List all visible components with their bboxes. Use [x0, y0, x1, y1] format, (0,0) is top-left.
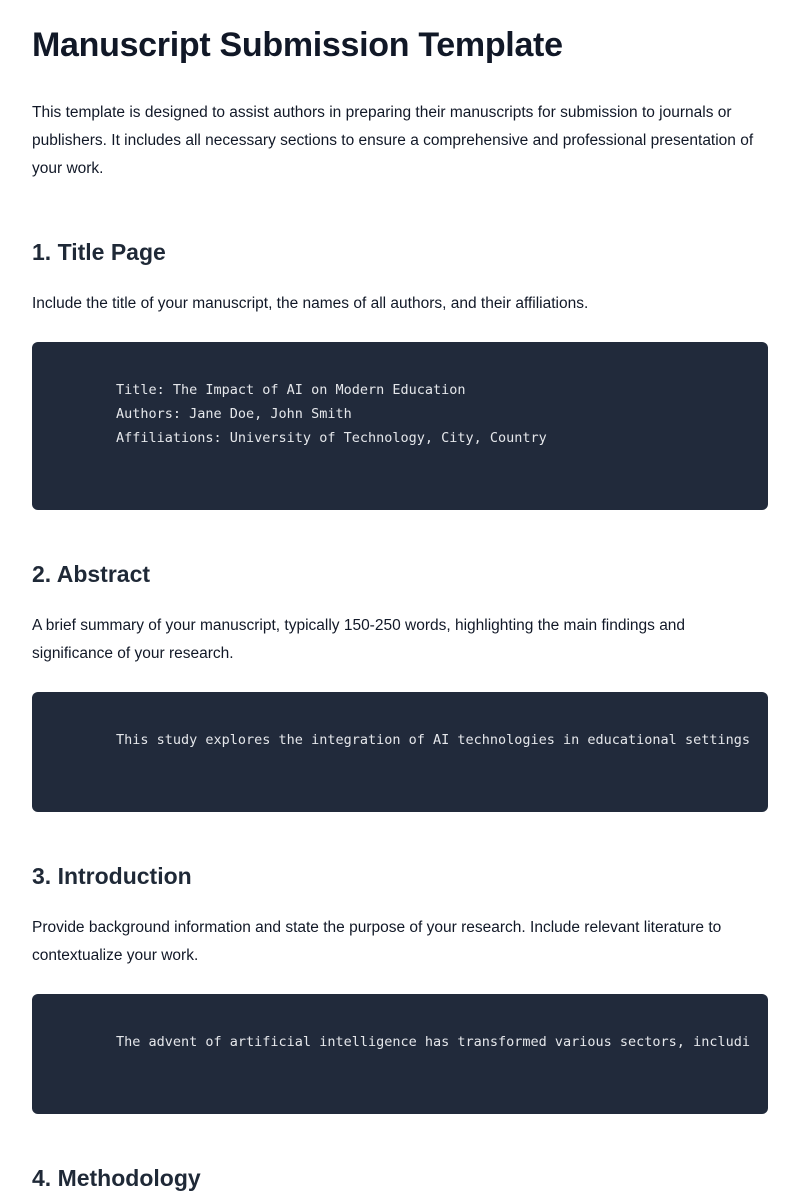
code-line: Title: The Impact of AI on Modern Education	[116, 382, 466, 398]
section-description: Include the title of your manuscript, the names of all authors, and their affiliations.	[32, 295, 589, 312]
section-methodology	[32, 1162, 768, 1194]
page-title: Manuscript Submission Template	[32, 26, 563, 64]
section-title-page	[32, 236, 768, 510]
code-line: This study explores the integration of AI technologies in educational settings	[116, 732, 750, 748]
code-line: Authors: Jane Doe, John Smith	[116, 406, 352, 422]
section-heading: 1. Title Page	[32, 239, 166, 265]
section-heading: 3. Introduction	[32, 863, 192, 889]
code-block-title-page[interactable]	[32, 342, 768, 510]
code-block-abstract[interactable]	[32, 692, 768, 812]
section-abstract	[32, 558, 768, 812]
intro-paragraph: This template is designed to assist authors in preparing their manuscripts for submission to journals or publishers. It includes all necessary sections to ensure a comprehensive and professional presentation of your work.	[32, 104, 754, 177]
code-block-introduction[interactable]	[32, 994, 768, 1114]
section-heading: 4. Methodology	[32, 1165, 201, 1191]
section-heading: 2. Abstract	[32, 561, 151, 587]
section-introduction	[32, 860, 768, 1114]
code-line: The advent of artificial intelligence has transformed various sectors, includi	[116, 1034, 750, 1050]
section-description: Provide background information and state the purpose of your research. Include relevant literature to contextualize your work.	[32, 919, 722, 964]
section-description: A brief summary of your manuscript, typically 150-250 words, highlighting the main findings and significance of your research.	[32, 617, 686, 662]
code-line: Affiliations: University of Technology, City, Country	[116, 430, 547, 446]
